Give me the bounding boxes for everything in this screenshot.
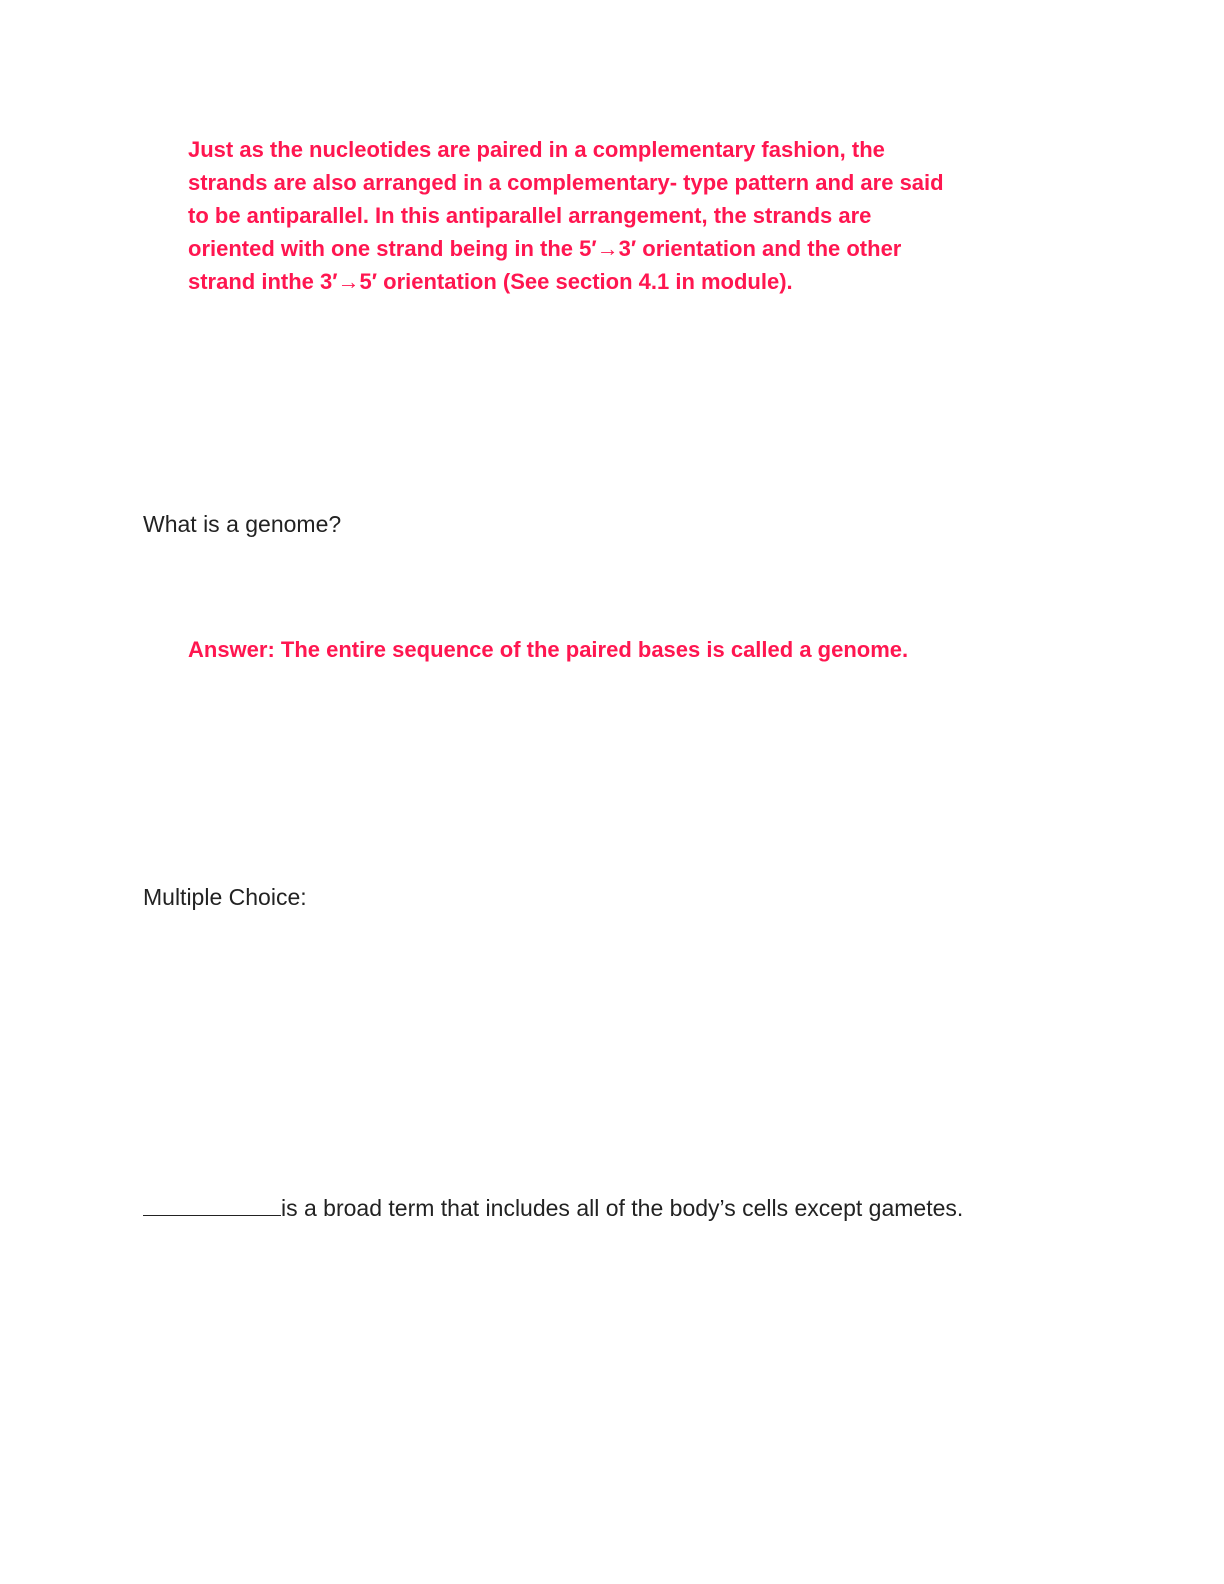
paragraph-line: strands are also arranged in a complementary- type pattern and are said bbox=[188, 170, 944, 195]
paragraph-line: Just as the nucleotides are paired in a complementary fashion, the bbox=[188, 137, 885, 162]
section-heading-multiple-choice: Multiple Choice: bbox=[143, 884, 307, 910]
answer-blank[interactable] bbox=[143, 1195, 281, 1216]
fill-in-question-text: is a broad term that includes all of the body’s cells except gametes. bbox=[281, 1195, 964, 1221]
fill-in-question bbox=[143, 1195, 963, 1222]
paragraph-line: to be antiparallel. In this antiparallel arrangement, the strands are bbox=[188, 203, 872, 228]
paragraph-line: strand inthe 3′→5′ orientation (See section 4.1 in module). bbox=[188, 269, 793, 294]
question-genome: What is a genome? bbox=[143, 511, 342, 537]
answer-genome: Answer: The entire sequence of the paired bases is called a genome. bbox=[188, 637, 909, 662]
antiparallel-explanation bbox=[188, 133, 944, 298]
paragraph-line: oriented with one strand being in the 5′→3′ orientation and the other bbox=[188, 236, 902, 261]
